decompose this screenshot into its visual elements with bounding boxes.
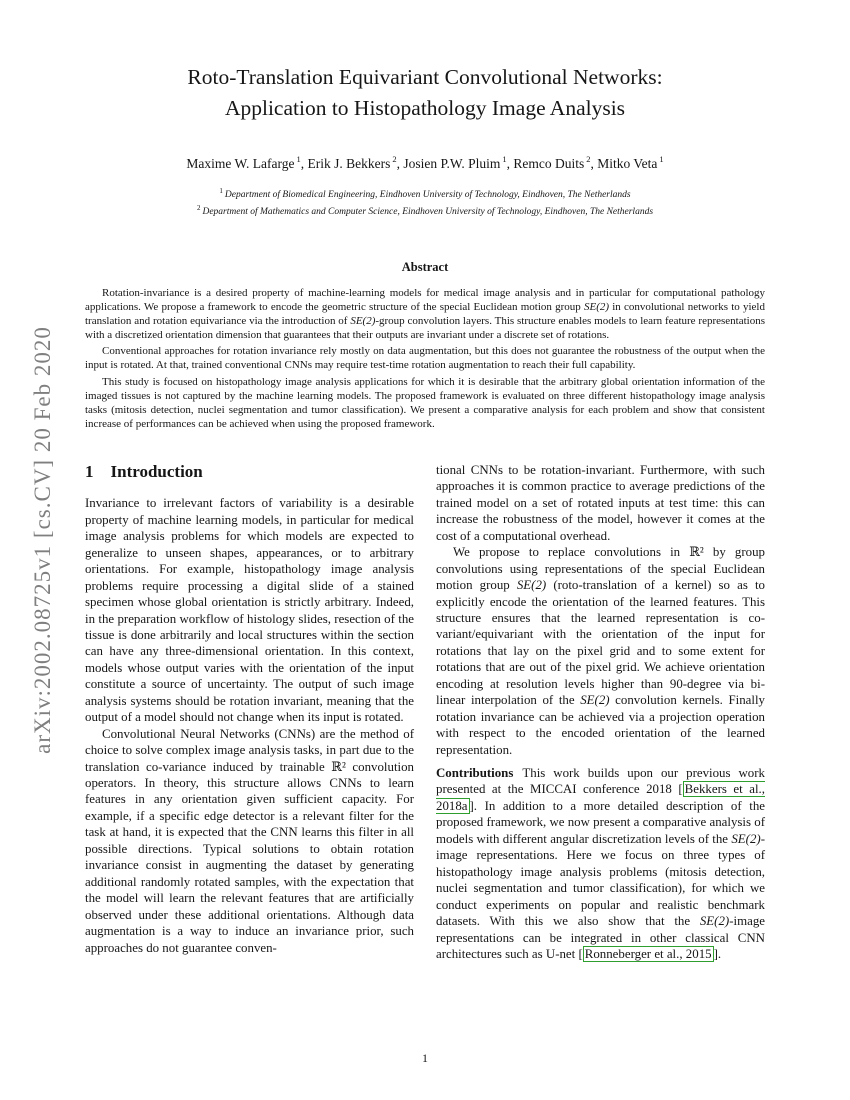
text-run: Rotation-invariance is a desired property of machine-learning models for medical image analysis and in particular for computational pathology applications. We propose a framework to encode the geometric structure of the special Euclidean motion group (85, 286, 765, 313)
text-run: This study is focused on histopathology image analysis applications for which it is desirable that the arbitrary global orientation information of the imaged tissues is not captured by the machine learning models. The proposed framework is evaluated on three different histopathology image analysis tasks (mitosis detection, nuclei segmentation and tumor classification). We present a comparative analysis for each problem and show that consistent increase of performances can be achieved when using the proposed framework. (85, 376, 765, 430)
author (513, 156, 597, 171)
text-run: in convolutional networks to yield translation and rotation equivariance via the introduction of (85, 300, 765, 327)
text-run: Conventional approaches for rotation invariance rely mostly on data augmentation, but this does not guarantee the robustness of the output when the input is rotated. At that, trained conventional CNNs may require test-time rotation augmentation to reach their full capability. (85, 345, 765, 372)
column-left (85, 462, 414, 963)
author-separator: , (590, 155, 598, 171)
text-run: SE(2) (583, 300, 610, 313)
abstract-heading: Abstract (401, 259, 449, 274)
author-separator: , (396, 155, 404, 171)
text-run: SE(2) (516, 578, 547, 593)
affiliation (85, 185, 765, 203)
text-run: -image representations can be integrated in other classical CNN architectures such as U-net [ (436, 914, 765, 962)
affiliation-list (85, 185, 765, 220)
affiliation-text: Department of Biomedical Engineering, Eindhoven University of Technology, Eindhoven, The Netherlands (224, 189, 631, 200)
paragraph (85, 345, 765, 373)
paper-title (85, 62, 765, 124)
text-run: (roto-translation of a kernel) so as to explicitly encode the orientation of the learned features. This structure ensures that the learned representation is co-variant/equivariant with the orientation of the input for rotations that lay on the pixel grid and to some extent for rotations that are out of the pixel grid. We achieve orientation encoding at resolution levels higher than 90-degree via bi-linear interpolation of the (436, 578, 765, 708)
paragraph (85, 287, 765, 343)
text-run: ]. (713, 947, 722, 962)
author-affil-mark: 1 (502, 154, 507, 164)
column-right-paragraphs (436, 462, 765, 963)
paragraph (85, 726, 414, 956)
abstract-body (85, 287, 765, 432)
paragraph (436, 462, 765, 544)
citation-link[interactable]: Ronneberger et al., 2015 (584, 947, 712, 962)
text-run: SE(2) (580, 693, 610, 708)
author-separator: , (300, 155, 308, 171)
column-right (436, 462, 765, 963)
citation-link[interactable]: Bekkers et al., 2018a (436, 782, 765, 813)
author-affil-mark: 1 (296, 154, 301, 164)
author (186, 156, 307, 171)
author-list (85, 154, 765, 172)
author-name: Remco Duits (513, 155, 585, 171)
author-affil-mark: 1 (659, 154, 664, 164)
two-column-body (85, 462, 765, 963)
author-separator: , (506, 155, 514, 171)
author (403, 156, 513, 171)
arxiv-banner: arXiv:2002.08725v1 [cs.CV] 20 Feb 2020 (30, 326, 55, 754)
text-run: Invariance to irrelevant factors of variability is a desirable property of machine learning models, in particular for medical image analysis problems for which models are expected to generalize to unseen shapes, appearances, or to arbitrary orientations. For example, histopathology image analysis problems require processing a digital slide of a stained specimen whose global orientation is strictly arbitrary. Indeed, in the preparation workflow of histology slides, resection of the tissue is done arbitrarily and local structures within the section can have any three-dimensional orientation. In this context, models whose output varies with the orientation of the input constitute a source of uncertainty. The output of such image analysis systems should be rotation invariant, meaning that the output of a model should not change when its input is rotated. (85, 496, 414, 725)
affiliation (85, 202, 765, 220)
text-run: We propose to replace convolutions in ℝ² by group convolutions using representations of the special Euclidean motion group (436, 545, 765, 593)
paragraph (85, 376, 765, 432)
text-run: tional CNNs to be rotation-invariant. Furthermore, with such approaches it is common practice to average predictions of the trained model on a set of rotated inputs at test time: this can increase the robustness of the model, however it comes at the cost of a computational overhead. (436, 462, 765, 543)
author-name: Maxime W. Lafarge (186, 155, 295, 171)
text-run: convolution kernels. Finally rotation invariance can be achieved via a projection operation with respect to the encoded orientation of the learned representation. (436, 693, 765, 757)
text-run: SE(2) (731, 831, 761, 846)
section-heading-introduction (85, 461, 414, 481)
text-run: ]. In addition to a more detailed description of the proposed framework, we now present a comparative analysis of models with different angular discretization levels of the (436, 798, 765, 846)
author-affil-mark: 2 (392, 154, 397, 164)
affiliation-mark: 2 (196, 204, 201, 213)
section-title: Introduction (110, 461, 203, 481)
author (597, 156, 663, 171)
author-name: Erik J. Bekkers (307, 155, 391, 171)
paper-title-line2: Application to Histopathology Image Analysis (224, 96, 626, 120)
text-run: -image representations. Here we focus on three types of histopathology image analysis problems (mitosis detection, nuclei segmentation and tumor classification), for which we conduct experiments on popular and realistic benchmark datasets. With this we also show that the (436, 831, 765, 929)
author (307, 156, 403, 171)
paper-title-line1: Roto-Translation Equivariant Convolutional Networks: (187, 65, 663, 89)
text-run: -group convolution layers. This structure enables models to learn feature representations with a discretized orientation dimension that guarantees that their outputs are invariant under a discrete set of rotations. (85, 314, 765, 341)
text-run: SE(2) (699, 914, 730, 929)
text-run: SE(2) (350, 314, 376, 327)
text-run: Convolutional Neural Networks (CNNs) are the method of choice to solve complex image analysis tasks, in part due to the translation co-variance induced by trainable ℝ² convolution operators. In theory, this structure allows CNNs to learn features in any orientation given sufficient capacity. For example, if a specific edge detector is a relevant filter for the task at hand, it is expected that the CNN learns this filter in all possible directions. Typical solutions to obtain rotation invariance consist in augmenting the dataset by generating additional randomly rotated samples, with the expectation that the model will learn the relevant features that are artificially observed under these additional orientations. Although data augmentation is a way to induce an invariance prior, such approaches do not guarantee conven- (85, 726, 414, 955)
author-name: Josien P.W. Pluim (403, 155, 501, 171)
section-number: 1 (85, 461, 94, 481)
paragraph (436, 544, 765, 758)
page-number: 1 (422, 1051, 428, 1065)
affiliation-text: Department of Mathematics and Computer Science, Eindhoven University of Technology, Eindhoven, The Netherlands (202, 207, 654, 218)
author-name: Mitko Veta (597, 155, 658, 171)
affiliation-mark: 1 (219, 186, 223, 195)
author-affil-mark: 2 (586, 154, 591, 164)
paragraph (436, 765, 765, 962)
text-run: This work builds upon our previous work presented at the MICCAI conference 2018 [ (436, 766, 765, 797)
paragraph (85, 495, 414, 725)
column-left-paragraphs (85, 495, 414, 956)
paper-content (85, 62, 765, 962)
paragraph-heading: Contributions (436, 766, 514, 781)
